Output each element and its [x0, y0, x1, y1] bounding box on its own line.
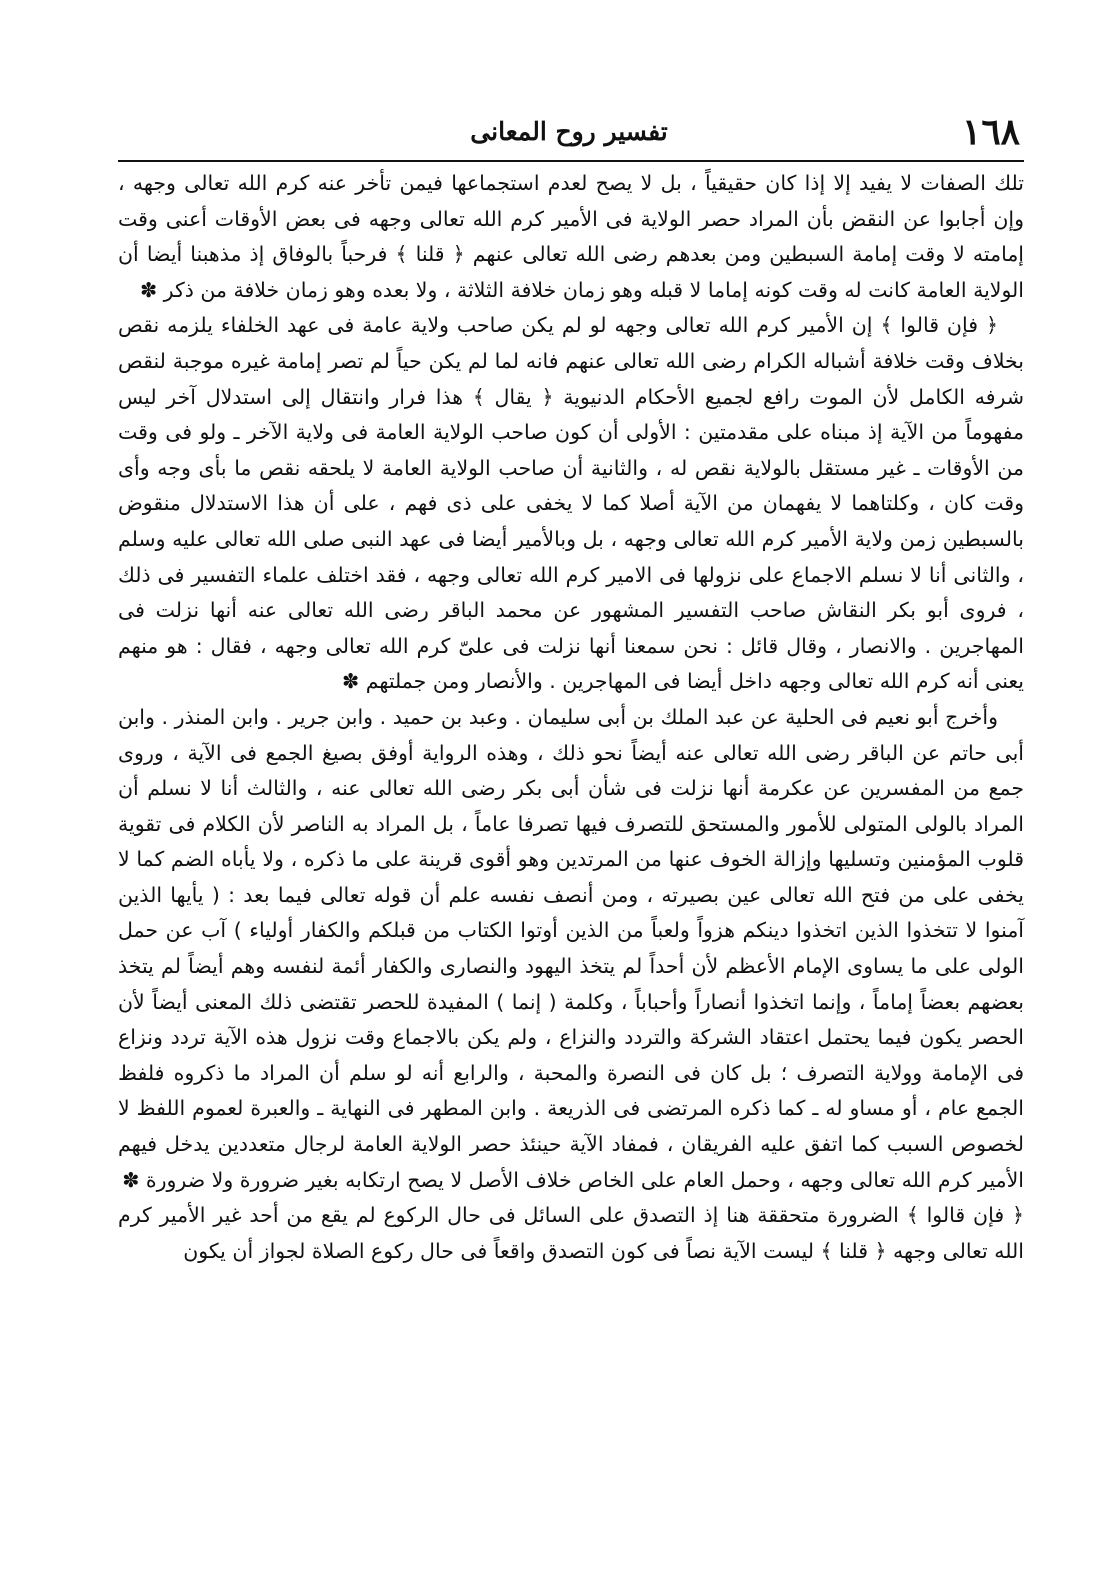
- body-text: [118, 166, 1024, 1269]
- page-header: [118, 110, 1020, 162]
- header-rule: [118, 160, 1024, 162]
- running-title: تفسير روح المعانى: [470, 117, 668, 146]
- paragraph: وأخرج أبو نعيم فى الحلية عن عبد الملك بن أبى سليمان . وعبد بن حميد . وابن جرير . وابن المنذر . وابن أبى حاتم عن الباقر رضى الله تعالى عنه أيضاً نحو ذلك ، وهذه الرواية أوفق بصيغ الجمع فى الآية ، وروى جمع من المفسرين عن عكرمة أنها نزلت فى شأن أبى بكر رضى الله تعالى عنه ، والثالث أنا لا نسلم أن المراد بالولى المتولى للأمور والمستحق للتصرف فيها تصرفا عاماً ، بل المراد به الناصر لأن الكلام فى تقوية قلوب المؤمنين وتسليها وإزالة الخوف عنها من المرتدين وهو أقوى قرينة على ما ذكره ، ولا يأباه الضم كما لا يخفى على من فتح الله تعالى عين بصيرته ، ومن أنصف نفسه علم أن قوله تعالى فيما بعد : ( يأيها الذين آمنوا لا تتخذوا الذين اتخذوا دينكم هزواً ولعباً من الذين أوتوا الكتاب من قبلكم والكفار أولياء ) آب عن حمل الولى على ما يساوى الإمام الأعظم لأن أحداً لم يتخذ اليهود والنصارى والكفار أئمة لنفسه وهم أيضاً لم يتخذ بعضهم بعضاً إماماً ، وإنما اتخذوا أنصاراً وأحباباً ، وكلمة ( إنما ) المفيدة للحصر تقتضى ذلك المعنى أيضاً لأن الحصر يكون فيما يحتمل اعتقاد الشركة والتردد والنزاع ، ولم يكن بالاجماع وقت نزول هذه الآية تردد ونزاع فى الإمامة وولاية التصرف ؛ بل كان فى النصرة والمحبة ، والرابع أنه لو سلم أن المراد ما ذكروه فلفظ الجمع عام ، أو مساو له ـ كما ذكره المرتضى فى الذريعة . وابن المطهر فى النهاية ـ والعبرة لعموم اللفظ لا لخصوص السبب كما اتفق عليه الفريقان ، فمفاد الآية حينئذ حصر الولاية العامة لرجال متعددين يدخل فيهم الأمير كرم الله تعالى وجهه ، وحمل العام على الخاص خلاف الأصل لا يصح ارتكابه بغير ضرورة ولا ضرورة ✽: [118, 704, 1024, 1192]
- paragraph: ﴿ فإن قالوا ﴾ الضرورة متحققة هنا إذ التصدق على السائل فى حال الركوع لم يقع من أحد غير الأمير كرم الله تعالى وجهه ﴿ قلنا ﴾ ليست الآية نصاً فى كون التصدق واقعاً فى حال ركوع الصلاة لجواز أن يكون: [118, 1203, 1024, 1263]
- page-number: ١٦٨: [961, 111, 1020, 153]
- paragraph: تلك الصفات لا يفيد إلا إذا كان حقيقياً ، بل لا يصح لعدم استجماعها فيمن تأخر عنه كرم الله تعالى وجهه ، وإن أجابوا عن النقض بأن المراد حصر الولاية فى الأمير كرم الله تعالى وجهه فى بعض الأوقات أعنى وقت إمامته لا وقت إمامة السبطين ومن بعدهم رضى الله تعالى عنهم ﴿ قلنا ﴾ فرحباً بالوفاق إذ مذهبنا أيضا أن الولاية العامة كانت له وقت كونه إماما لا قبله وهو زمان خلافة الثلاثة ، ولا بعده وهو زمان خلافة من ذكر ‌‌‍✽: [118, 171, 1024, 302]
- paragraph: ﴿ فإن قالوا ﴾ إن الأمير كرم الله تعالى وجهه لو لم يكن صاحب ولاية عامة فى عهد الخلفاء يلزمه نقص بخلاف وقت خلافة أشباله الكرام رضى الله تعالى عنهم فانه لما لم يكن حياً لم تصر إمامة غيره موجبة لنقص شرفه الكامل لأن الموت رافع لجميع الأحكام الدنيوية ﴿ يقال ﴾ هذا فرار وانتقال إلى استدلال آخر ليس مفهوماً من الآية إذ مبناه على مقدمتين : الأولى أن كون صاحب الولاية العامة فى ولاية الآخر ـ ولو فى وقت من الأوقات ـ غير مستقل بالولاية نقص له ، والثانية أن صاحب الولاية العامة لا يلحقه نقص ما بأى وجه وأى وقت كان ، وكلتاهما لا يفهمان من الآية أصلا كما لا يخفى على ذى فهم ، على أن هذا الاستدلال منقوض بالسبطين زمن ولاية الأمير كرم الله تعالى وجهه ، بل وبالأمير أيضا فى عهد النبى صلى الله تعالى عليه وسلم ، والثانى أنا لا نسلم الاجماع على نزولها فى الامير كرم الله تعالى وجهه ، فقد اختلف علماء التفسير فى ذلك ، فروى أبو بكر النقاش صاحب التفسير المشهور عن محمد الباقر رضى الله تعالى عنه أنها نزلت فى المهاجرين . والانصار ، وقال قائل : نحن سمعنا أنها نزلت فى علىّ كرم الله تعالى وجهه ، فقال : هو منهم يعنى أنه كرم الله تعالى وجهه داخل أيضا فى المهاجرين . والأنصار ومن جملتهم ✽: [118, 313, 1024, 694]
